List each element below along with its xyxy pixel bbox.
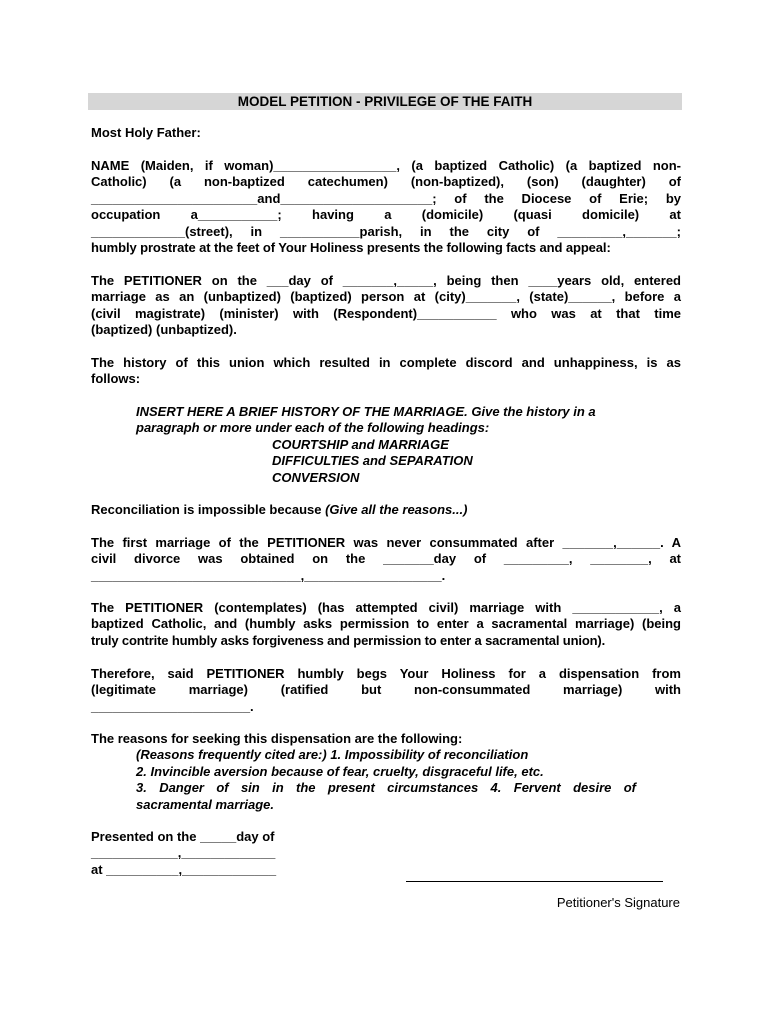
reconciliation-hint: (Give all the reasons...) <box>325 502 468 517</box>
line: Presented on the _____day of <box>91 829 275 844</box>
line: (Reasons frequently cited are:) 1. Impossibility of reconciliation <box>136 747 529 763</box>
reconciliation-text: Reconciliation is impossible because <box>91 502 326 517</box>
line: _______________________and_____________________; of the Diocese of Erie; by <box>91 190 681 206</box>
line: Therefore, said PETITIONER humbly begs Your Holiness for a dispensation from <box>91 666 681 681</box>
line: (baptized) (unbaptized). <box>91 322 237 338</box>
line: follows: <box>91 371 141 387</box>
paragraph-contemplated-marriage <box>91 600 681 649</box>
paragraph-consummation <box>91 535 681 584</box>
signature-line <box>406 880 663 882</box>
line: ______________________. <box>91 698 254 714</box>
line: The reasons for seeking this dispensation are the following: <box>91 731 463 746</box>
heading-conversion: CONVERSION <box>272 469 360 485</box>
line: (legitimate marriage) (ratified but non-consummated marriage) with <box>91 682 681 698</box>
line: paragraph or more under each of the following headings: <box>136 420 490 436</box>
insert-instructions <box>136 404 681 486</box>
line: civil divorce was obtained on the _______day of _________, ________, at <box>91 551 681 567</box>
paragraph-reconciliation <box>91 502 681 518</box>
line: The first marriage of the PETITIONER was never consummated after _______,______. A <box>91 535 681 550</box>
line: (civil magistrate) (minister) with (Respondent)___________ who was at that time <box>91 305 681 321</box>
line: Catholic) (a non-baptized catechumen) (non-baptized), (son) (daughter) of <box>91 174 681 190</box>
presented-section <box>91 829 681 878</box>
line: humbly prostrate at the feet of Your Holiness presents the following facts and appeal: <box>91 240 611 256</box>
paragraph-marriage <box>91 273 681 339</box>
line: marriage as an (unbaptized) (baptized) person at (city)_______, (state)______, before a <box>91 289 681 305</box>
line: The PETITIONER (contemplates) (has attempted civil) marriage with ____________, a <box>91 600 681 615</box>
heading-courtship: COURTSHIP and MARRIAGE <box>272 436 449 452</box>
line: NAME (Maiden, if woman)_________________, (a baptized Catholic) (a baptized non- <box>91 158 681 173</box>
document-title: MODEL PETITION - PRIVILEGE OF THE FAITH <box>88 93 682 110</box>
line: _____________________________,___________________. <box>91 567 446 583</box>
paragraph-reasons <box>91 731 681 813</box>
heading-difficulties: DIFFICULTIES and SEPARATION <box>272 453 473 469</box>
line: _____________(street), in ___________parish, in the city of _________,_______; <box>91 223 681 239</box>
signature-label: Petitioner's Signature <box>556 895 680 910</box>
paragraph-identity <box>91 158 681 256</box>
line: The history of this union which resulted in complete discord and unhappiness, is as <box>91 355 681 370</box>
line: occupation a___________; having a (domicile) (quasi domicile) at <box>91 207 681 223</box>
line: sacramental marriage. <box>136 796 275 812</box>
line: 3. Danger of sin in the present circumstances 4. Fervent desire of <box>136 780 636 796</box>
salutation: Most Holy Father: <box>91 125 201 140</box>
paragraph-dispensation-request <box>91 666 681 715</box>
line: truly contrite humbly asks forgiveness and permission to enter a sacramental union). <box>91 632 606 648</box>
line: INSERT HERE A BRIEF HISTORY OF THE MARRIAGE. Give the history in a <box>136 404 596 419</box>
line: The PETITIONER on the ___day of _______,_____, being then ____years old, entered <box>91 273 681 288</box>
line: baptized Catholic, and (humbly asks permission to enter a sacramental marriage) (being <box>91 616 681 632</box>
line: at __________,_____________ <box>91 861 277 877</box>
line: ____________,_____________ <box>91 845 276 861</box>
paragraph-history <box>91 355 681 388</box>
line: 2. Invincible aversion because of fear, cruelty, disgraceful life, etc. <box>136 763 544 779</box>
